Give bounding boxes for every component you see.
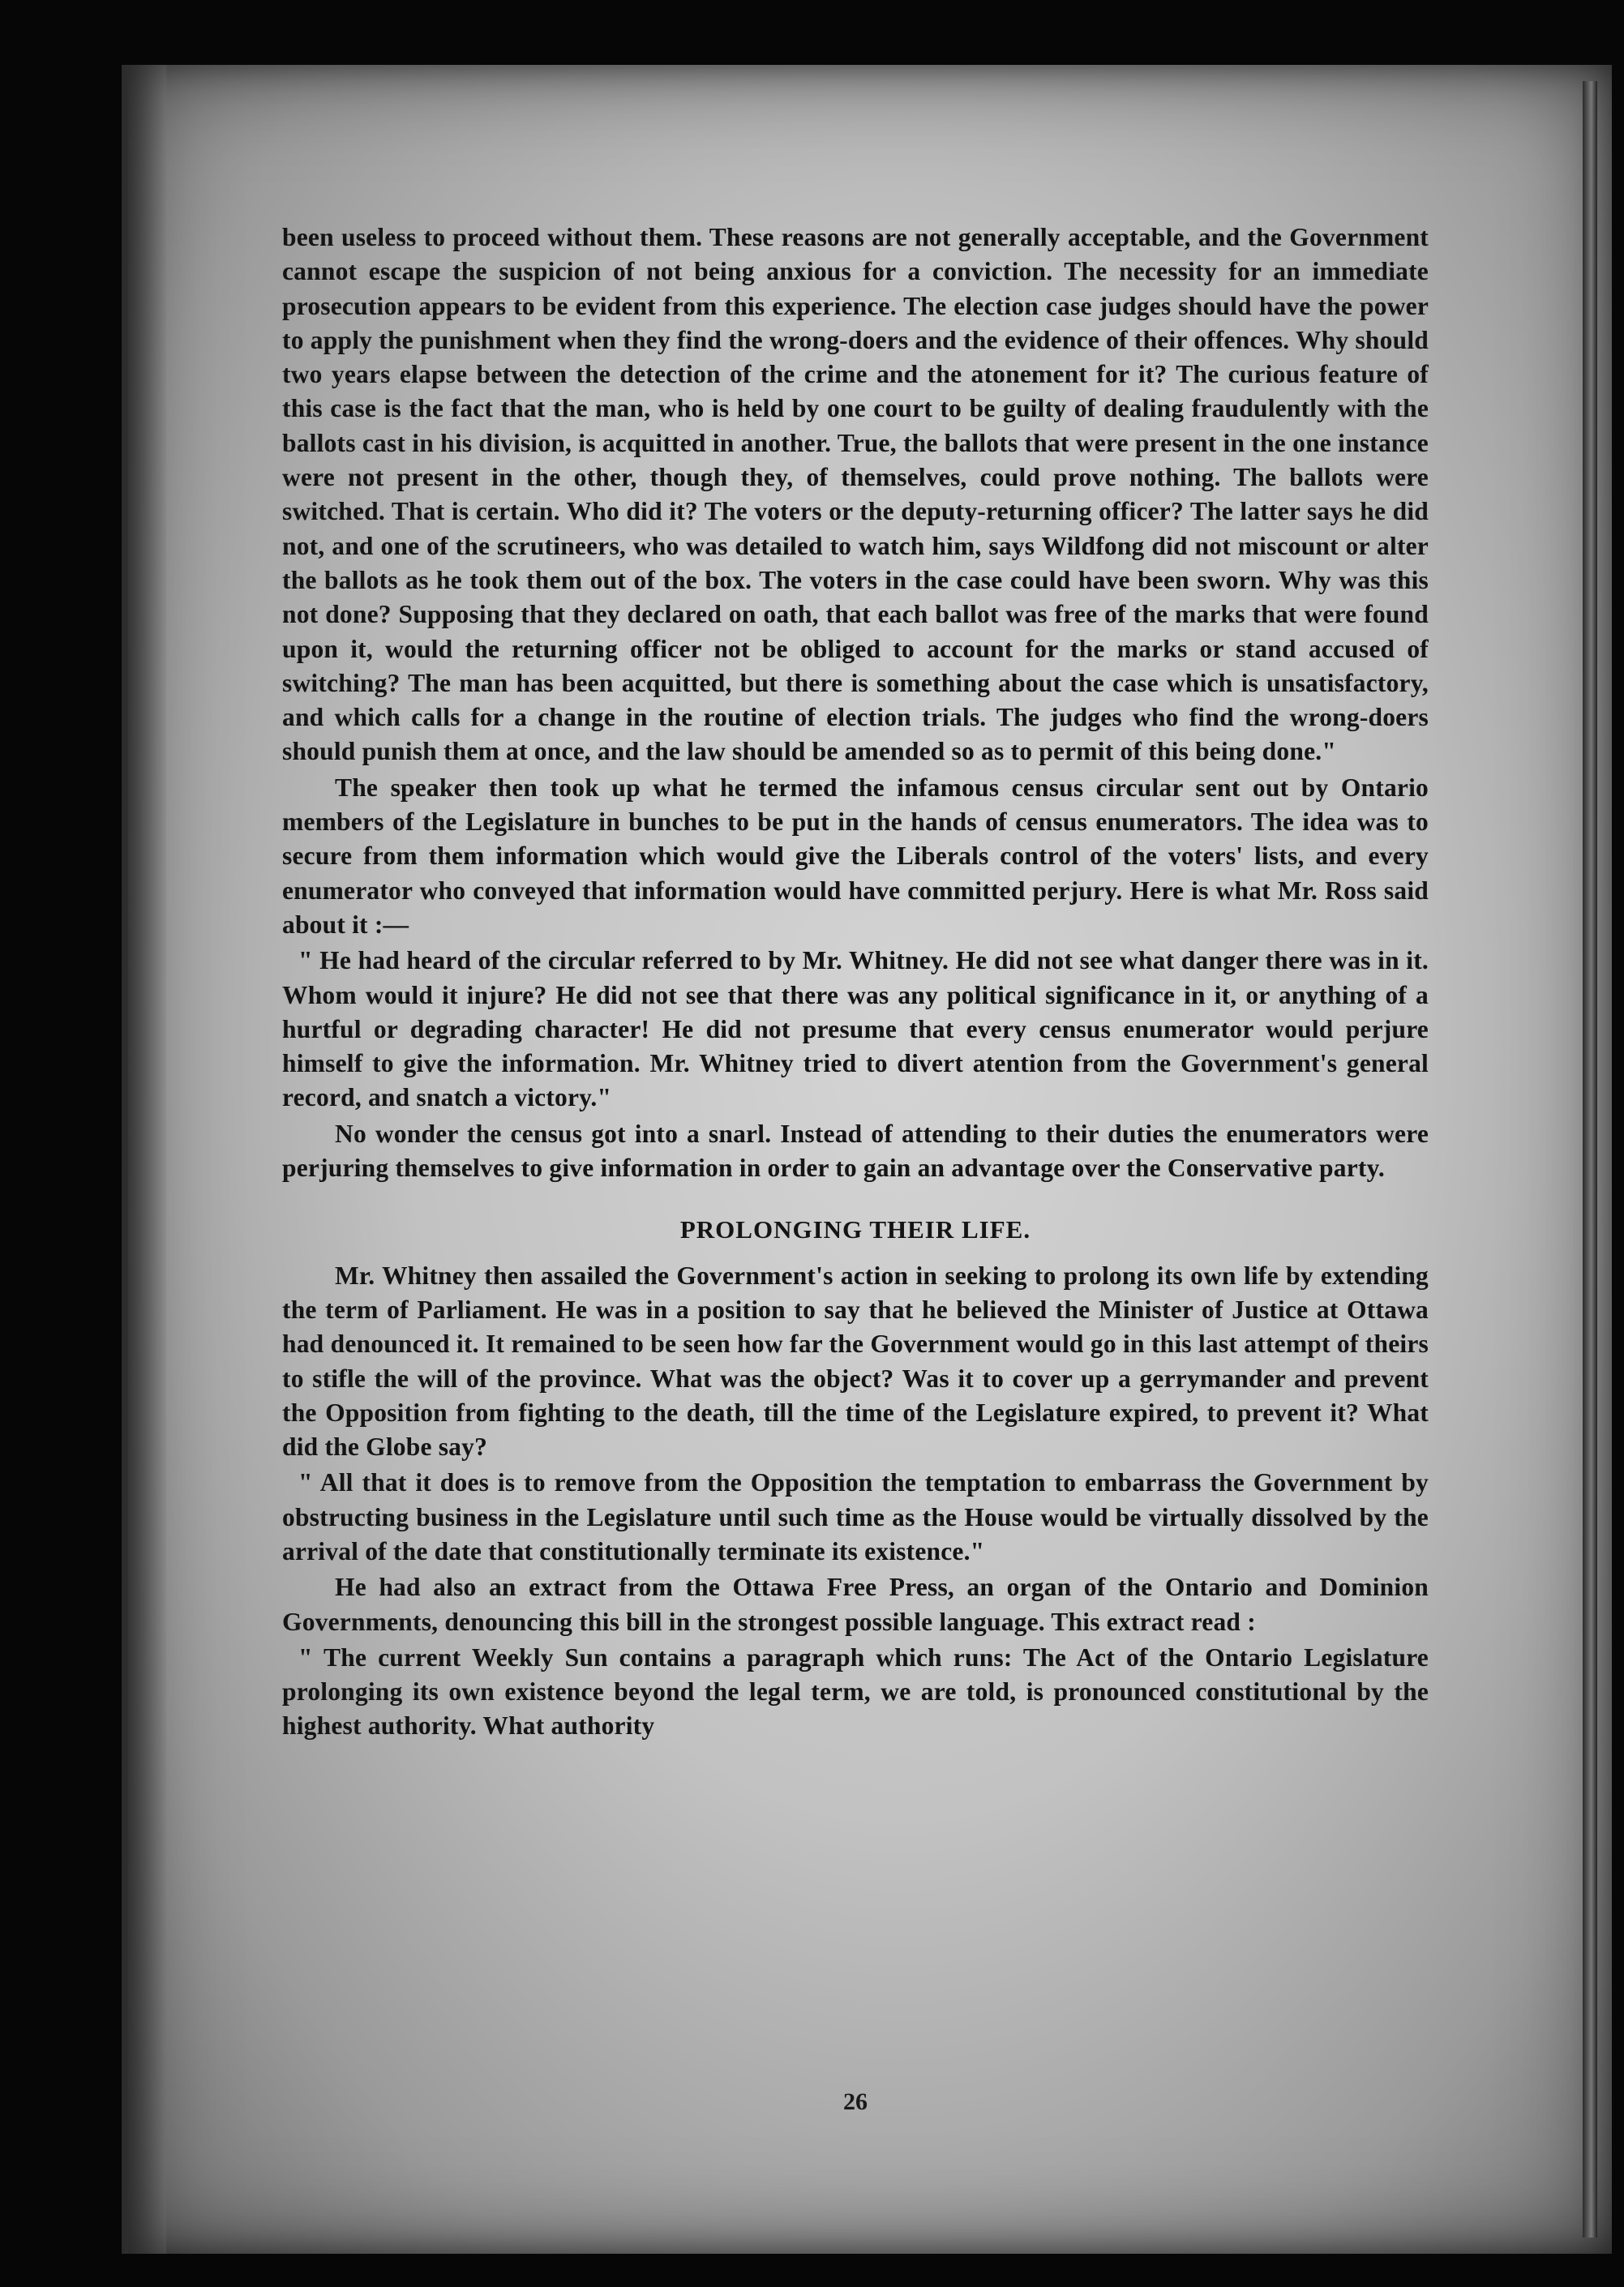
- page-edge: [1583, 81, 1597, 2238]
- page-body: [282, 221, 1429, 1744]
- paragraph: He had also an extract from the Ottawa Free Press, an organ of the Ontario and Dominion Governments, denouncing this bill in the strongest possible language. This extract read :: [282, 1573, 1429, 1636]
- quoted-paragraph: " The current Weekly Sun contains a paragraph which runs: The Act of the Ontario Legislature prolonging its own existence beyond the legal term, we are told, is pronounced constitutional by the highest authority. What authority: [282, 1642, 1429, 1741]
- paragraph: No wonder the census got into a snarl. Instead of attending to their duties the enumerators were perjuring themselves to give information in order to gain an advantage over the Conservative party.: [282, 1119, 1429, 1183]
- paragraph: The speaker then took up what he termed the infamous census circular sent out by Ontario members of the Legislature in bunches to be put in the hands of census enumerators. The idea was to secure from them information which would give the Liberals control of the voters' lists, and every enumerator who conveyed that information would have committed perjury. Here is what Mr. Ross said about it :—: [282, 773, 1429, 939]
- page-binding-shadow: [122, 65, 166, 2254]
- quoted-paragraph: " He had heard of the circular referred to by Mr. Whitney. He did not see what danger there was in it. Whom would it injure? He did not see that there was any political significance in it, or anything of a hurtful or degrading character! He did not presume that every census enumerator would perjure himself to give the information. Mr. Whitney tried to divert atention from the Government's general record, and snatch a victory.": [282, 946, 1429, 1112]
- page-number: 26: [843, 2088, 868, 2115]
- quoted-paragraph: " All that it does is to remove from the Opposition the temptation to embarrass the Government by obstructing business in the Legislature until such time as the House would be virtually dissolved by the arrival of the date that constitutionally terminate its existence.": [282, 1468, 1429, 1565]
- section-heading: PROLONGING THEIR LIFE.: [679, 1215, 1031, 1244]
- paragraph: been useless to proceed without them. These reasons are not generally acceptable, and the Government cannot escape the suspicion of not being anxious for a conviction. The necessity for an immediate prosecution appears to be evident from this experience. The election case judges should have the power to apply the punishment when they find the wrong-doers and the evidence of their offences. Why should two years elapse between the detection of the crime and the atonement for it? The curious feature of this case is the fact that the man, who is held by one court to be guilty of dealing fraudulently with the ballots cast in his division, is acquitted in another. True, the ballots that were present in the one instance were not present in the other, though they, of themselves, could prove nothing. The ballots were switched. That is certain. Who did it? The voters or the deputy-returning officer? The latter says he did not, and one of the scrutineers, who was detailed to watch him, says Wildfong did not miscount or alter the ballots as he took them out of the box. The voters in the case could have been sworn. Why was this not done? Supposing that they declared on oath, that each ballot was free of the marks that were found upon it, would the returning officer not be obliged to account for the marks or stand accused of switching? The man has been acquitted, but there is something about the case which is unsatisfactory, and which calls for a change in the routine of election trials. The judges who find the wrong-doers should punish them at once, and the law should be amended so as to permit of this being done.": [282, 223, 1429, 766]
- paragraph: Mr. Whitney then assailed the Government's action in seeking to prolong its own life by extending the term of Parliament. He was in a position to say that he believed the Minister of Justice at Ottawa had denounced it. It remained to be seen how far the Government would go in this last attempt of theirs to stifle the will of the province. What was the object? Was it to cover up a gerrymander and prevent the Opposition from fighting to the death, till the time of the Legislature expired, to prevent it? What did the Globe say?: [282, 1261, 1429, 1462]
